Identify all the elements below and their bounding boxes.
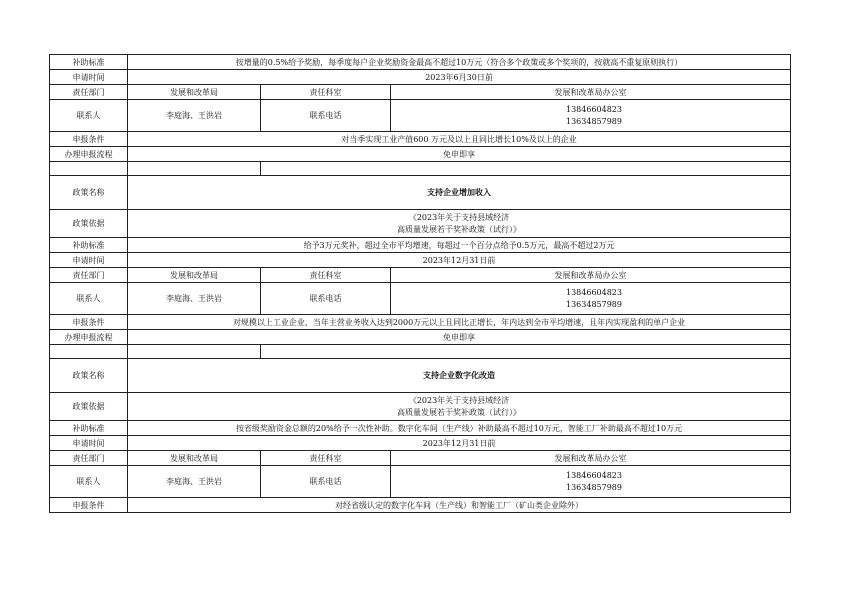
- table-row: [50, 268, 791, 283]
- table-row: [50, 238, 791, 253]
- policy-name: 支持企业增加收入: [128, 176, 791, 210]
- table-row: [50, 315, 791, 330]
- conditions-label: 申报条件: [50, 498, 128, 513]
- table-row: [50, 210, 791, 238]
- table-row: [50, 85, 791, 100]
- empty-row: [50, 345, 791, 359]
- table-row: [50, 393, 791, 421]
- table-row: [50, 436, 791, 451]
- phone-values: [391, 283, 791, 315]
- phone-number: 13846604823: [566, 470, 622, 480]
- contact-value: 李庭海、王洪岩: [128, 283, 261, 315]
- basis-line: 高质量发展若干奖补政策（试行）》: [397, 407, 522, 417]
- table-row: [50, 253, 791, 268]
- empty-row: [50, 162, 791, 176]
- process-value: 免申即享: [128, 147, 791, 162]
- basis-line: 《2023年关于支持县域经济: [408, 395, 510, 405]
- contact-value: 李庭海、王洪岩: [128, 466, 261, 498]
- table-row: [50, 451, 791, 466]
- empty-cell: [50, 345, 128, 359]
- phone-number: 13634857989: [566, 299, 622, 309]
- row-label: 补助标准: [50, 421, 128, 436]
- dept-value: 发展和改革局: [128, 451, 261, 466]
- office-value: 发展和改革局办公室: [391, 85, 791, 100]
- conditions-label: 申报条件: [50, 132, 128, 147]
- row-label: 申请时间: [50, 253, 128, 268]
- table-row: [50, 70, 791, 85]
- table-row: [50, 421, 791, 436]
- phone-number: 13846604823: [566, 287, 622, 297]
- phone-number: 13634857989: [566, 482, 622, 492]
- contact-label: 联系人: [50, 283, 128, 315]
- phone-label: 联系电话: [261, 283, 391, 315]
- empty-cell: [261, 345, 791, 359]
- process-label: 办理申报流程: [50, 330, 128, 345]
- office-label: 责任科室: [261, 451, 391, 466]
- policy-name-label: 政策名称: [50, 359, 128, 393]
- table-row: [50, 498, 791, 513]
- contact-value: 李庭海、王洪岩: [128, 100, 261, 132]
- office-value: 发展和改革局办公室: [391, 451, 791, 466]
- conditions-value: 对当季实现工业产值600 万元及以上且同比增长10%及以上的企业: [128, 132, 791, 147]
- office-label: 责任科室: [261, 85, 391, 100]
- table-row: [50, 55, 791, 70]
- phone-label: 联系电话: [261, 100, 391, 132]
- basis-line: 《2023年关于支持县域经济: [408, 212, 510, 222]
- table-row: [50, 176, 791, 210]
- dept-label: 责任部门: [50, 268, 128, 283]
- phone-number: 13846604823: [566, 104, 622, 114]
- office-value: 发展和改革局办公室: [391, 268, 791, 283]
- dept-label: 责任部门: [50, 85, 128, 100]
- contact-label: 联系人: [50, 466, 128, 498]
- office-label: 责任科室: [261, 268, 391, 283]
- conditions-value: 对规模以上工业企业，当年主营业务收入达到2000万元以上且同比正增长，年内达到全市平均增速，且年内实现盈利的单户企业: [128, 315, 791, 330]
- row-value: 按省级奖励资金总额的20%给予一次性补助。数字化车间（生产线）补助最高不超过10万元，智能工厂补助最高不超过10万元: [128, 421, 791, 436]
- dept-value: 发展和改革局: [128, 85, 261, 100]
- row-value: 给予3万元奖补，超过全市平均增速，每超过一个百分点给予0.5万元，最高不超过2万元: [128, 238, 791, 253]
- dept-value: 发展和改革局: [128, 268, 261, 283]
- table-row: [50, 132, 791, 147]
- policy-name-label: 政策名称: [50, 176, 128, 210]
- empty-cell: [128, 345, 261, 359]
- row-label: 申请时间: [50, 70, 128, 85]
- row-value: 2023年12月31日前: [128, 253, 791, 268]
- table-row: [50, 147, 791, 162]
- policy-basis: [128, 393, 791, 421]
- conditions-label: 申报条件: [50, 315, 128, 330]
- phone-values: [391, 466, 791, 498]
- row-value: 2023年12月31日前: [128, 436, 791, 451]
- empty-cell: [261, 162, 791, 176]
- policy-table: [49, 54, 791, 513]
- row-label: 补助标准: [50, 238, 128, 253]
- empty-cell: [50, 162, 128, 176]
- conditions-value: 对经省级认定的数字化车间（生产线）和智能工厂（矿山类企业除外）: [128, 498, 791, 513]
- table-row: [50, 330, 791, 345]
- contact-label: 联系人: [50, 100, 128, 132]
- empty-cell: [128, 162, 261, 176]
- phone-label: 联系电话: [261, 466, 391, 498]
- row-label: 补助标准: [50, 55, 128, 70]
- phone-values: [391, 100, 791, 132]
- process-label: 办理申报流程: [50, 147, 128, 162]
- table-row: [50, 283, 791, 315]
- policy-basis-label: 政策依据: [50, 210, 128, 238]
- phone-number: 13634857989: [566, 116, 622, 126]
- table-row: [50, 359, 791, 393]
- dept-label: 责任部门: [50, 451, 128, 466]
- table-row: [50, 100, 791, 132]
- row-value: 2023年6月30日前: [128, 70, 791, 85]
- row-label: 申请时间: [50, 436, 128, 451]
- policy-basis-label: 政策依据: [50, 393, 128, 421]
- policy-name: 支持企业数字化改造: [128, 359, 791, 393]
- basis-line: 高质量发展若干奖补政策（试行）》: [397, 224, 522, 234]
- table-row: [50, 466, 791, 498]
- process-value: 免申即享: [128, 330, 791, 345]
- policy-basis: [128, 210, 791, 238]
- row-value: 按增量的0.5%给予奖励，每季度每户企业奖励资金最高不超过10万元（符合多个政策或多个奖项的，按就高不重复原则执行）: [128, 55, 791, 70]
